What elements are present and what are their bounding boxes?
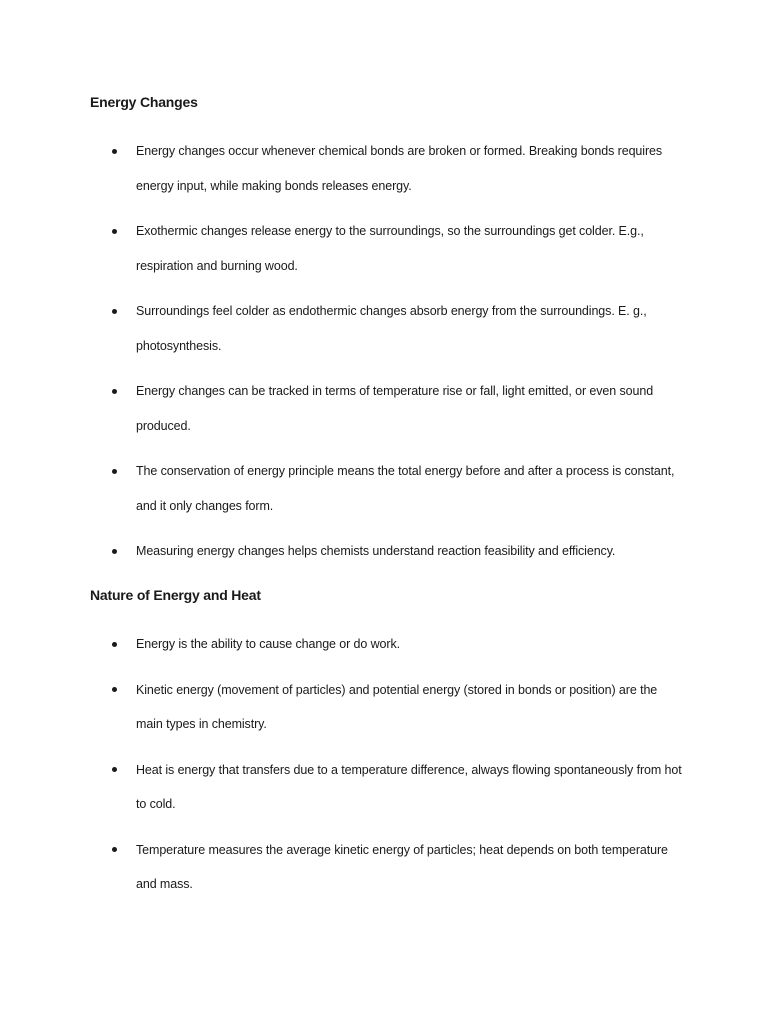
- list-item-text: Kinetic energy (movement of particles) and potential energy (stored in bonds or position) are the main types in chemistry.: [136, 682, 658, 731]
- section-heading: Nature of Energy and Heat: [90, 587, 261, 603]
- list-item-text: Measuring energy changes helps chemists understand reaction feasibility and efficiency.: [136, 544, 616, 558]
- bullet-icon: [112, 767, 117, 772]
- list-item: [90, 673, 686, 742]
- bullet-list: [90, 134, 690, 569]
- bullet-icon: [112, 389, 117, 394]
- bullet-list: [90, 627, 690, 902]
- list-item: [90, 534, 686, 569]
- bullet-icon: [112, 229, 117, 234]
- list-item: [90, 134, 686, 203]
- bullet-icon: [112, 309, 117, 314]
- list-item: [90, 374, 686, 443]
- bullet-icon: [112, 642, 117, 647]
- bullet-icon: [112, 149, 117, 154]
- list-item: [90, 294, 686, 363]
- list-item-text: Energy is the ability to cause change or do work.: [136, 637, 400, 651]
- section-nature-of-energy-and-heat: [90, 586, 690, 913]
- bullet-icon: [112, 687, 117, 692]
- section-heading: Energy Changes: [90, 94, 198, 110]
- list-item-text: Temperature measures the average kinetic energy of particles; heat depends on both temperature and mass.: [136, 842, 668, 891]
- list-item: [90, 627, 686, 662]
- bullet-icon: [112, 549, 117, 554]
- list-item: [90, 833, 686, 902]
- list-item-text: Heat is energy that transfers due to a temperature difference, always flowing spontaneously from hot to cold.: [136, 762, 682, 811]
- bullet-icon: [112, 469, 117, 474]
- list-item: [90, 214, 686, 283]
- list-item-text: Energy changes can be tracked in terms of temperature rise or fall, light emitted, or even sound produced.: [136, 384, 654, 433]
- list-item: [90, 753, 686, 822]
- list-item-text: The conservation of energy principle means the total energy before and after a process is constant, and it only changes form.: [136, 464, 675, 513]
- list-item: [90, 454, 686, 523]
- list-item-text: Energy changes occur whenever chemical bonds are broken or formed. Breaking bonds requires energy input, while making bonds releases energy.: [136, 144, 663, 193]
- section-energy-changes: [90, 93, 690, 580]
- list-item-text: Exothermic changes release energy to the surroundings, so the surroundings get colder. E.g., respiration and burning wood.: [136, 224, 644, 273]
- bullet-icon: [112, 847, 117, 852]
- list-item-text: Surroundings feel colder as endothermic changes absorb energy from the surroundings. E. g., photosynthesis.: [136, 304, 647, 353]
